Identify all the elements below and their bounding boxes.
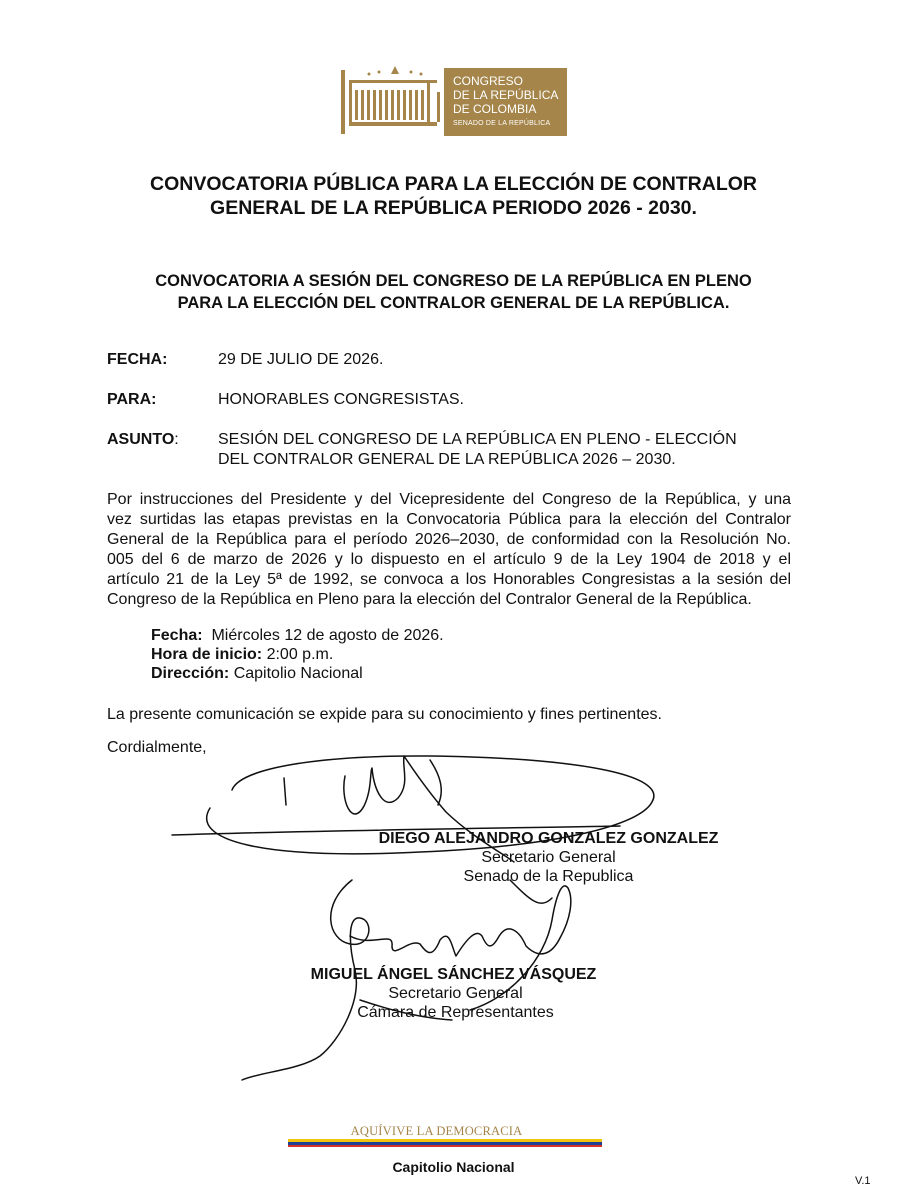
signatory-2-role: Secretario General — [388, 985, 523, 1002]
memo-fecha-label: FECHA: — [107, 351, 168, 368]
signatory-2-org: Cámara de Representantes — [357, 1004, 554, 1021]
closing-text: La presente comunicación se expide para su conocimiento y fines pertinentes. — [107, 706, 662, 723]
document-subtitle-line-2: PARA LA ELECCIÓN DEL CONTRALOR GENERAL DE LA REPÚBLICA. — [177, 294, 730, 312]
body-paragraph — [107, 490, 791, 610]
salutation: Cordialmente, — [107, 739, 207, 756]
memo-asunto-value-line-2: DEL CONTRALOR GENERAL DE LA REPÚBLICA 2026 – 2030. — [218, 451, 676, 468]
signatory-1-role: Secretario General — [481, 849, 616, 866]
body-line: 005 del 6 de marzo de 2026 y lo dispuesto en el artículo 9 de la Ley 1904 de 2018 y el — [107, 551, 791, 568]
flag-stripe — [288, 1139, 602, 1147]
event-direccion-label: Dirección: — [151, 665, 230, 682]
memo-para-value: HONORABLES CONGRESISTAS. — [218, 391, 464, 408]
memo-asunto-colon: : — [174, 431, 179, 448]
document-title-line-2: GENERAL DE LA REPÚBLICA PERIODO 2026 - 2030. — [210, 197, 697, 219]
document-subtitle-line-1: CONVOCATORIA A SESIÓN DEL CONGRESO DE LA REPÚBLICA EN PLENO — [155, 272, 752, 290]
memo-asunto-label — [107, 430, 179, 450]
logo-line-1: CONGRESO — [453, 74, 524, 88]
event-fecha-label: Fecha: — [151, 627, 203, 644]
body-line: vez surtidas las etapas previstas en la Convocatoria Pública para la elección del Contralor — [107, 511, 791, 528]
body-line: Congreso de la República en Pleno para la elección del Contralor General de la República. — [107, 591, 752, 608]
memo-para-label: PARA: — [107, 391, 157, 408]
signature-1-stroke — [284, 778, 286, 805]
capitol-emblem-icon — [341, 66, 448, 138]
logo-line-2: DE LA REPÚBLICA — [453, 88, 559, 102]
congress-logo — [341, 66, 567, 138]
version-label: V.1 — [855, 1175, 871, 1187]
flag-red-stripe — [288, 1145, 602, 1148]
signatory-1-name: DIEGO ALEJANDRO GONZALEZ GONZALEZ — [378, 830, 719, 847]
memo-asunto-label-text: ASUNTO — [107, 431, 175, 448]
footer-place: Capitolio Nacional — [392, 1159, 515, 1175]
footer-motto: AQUÍVIVE LA DEMOCRACIA — [350, 1124, 523, 1138]
body-line: General de la República para el período 2026–2030, de conformidad con la Resolución No. — [107, 531, 791, 548]
body-line: Por instrucciones del Presidente y del Vicepresidente del Congreso de la República, y una — [107, 491, 791, 508]
event-direccion-value: Capitolio Nacional — [233, 665, 363, 682]
document-title-line-1: CONVOCATORIA PÚBLICA PARA LA ELECCIÓN DE CONTRALOR — [149, 173, 758, 195]
event-fecha-value: Miércoles 12 de agosto de 2026. — [211, 627, 444, 644]
event-hora-label: Hora de inicio: — [151, 646, 263, 663]
signature-1-stroke — [430, 760, 441, 805]
body-line: artículo 21 de la Ley 5ª de 1992, se convoca a los Honorables Congresistas a la sesión del — [107, 571, 791, 588]
event-hora — [151, 645, 333, 665]
logo-line-4: SENADO DE LA REPÚBLICA — [453, 120, 551, 127]
event-hora-value: 2:00 p.m. — [266, 646, 334, 663]
logo-line-3: DE COLOMBIA — [453, 102, 537, 116]
event-fecha — [151, 626, 444, 646]
event-direccion — [151, 664, 363, 684]
memo-asunto-value-line-1: SESIÓN DEL CONGRESO DE LA REPÚBLICA EN PLENO - ELECCIÓN — [218, 431, 737, 448]
signatory-2-name: MIGUEL ÁNGEL SÁNCHEZ VÁSQUEZ — [310, 966, 597, 983]
signatory-1-org: Senado de la Republica — [463, 868, 634, 885]
memo-fecha-value: 29 DE JULIO DE 2026. — [218, 351, 384, 368]
logo-text-box — [444, 68, 567, 136]
